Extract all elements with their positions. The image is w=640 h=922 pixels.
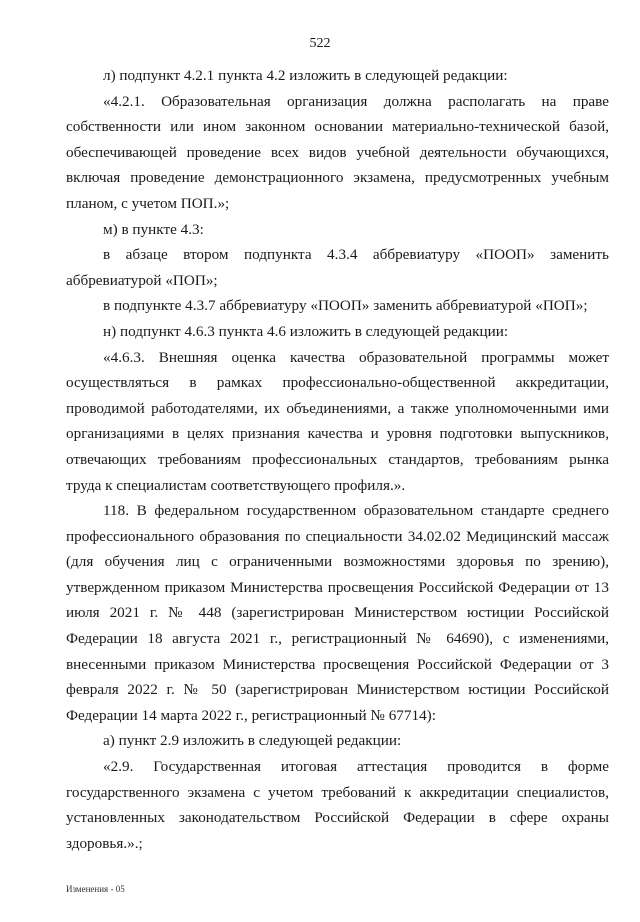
- paragraph-m: м) в пункте 4.3:: [103, 220, 204, 238]
- paragraph-4-6-3: «4.6.3. Внешняя оценка качества образовательной программы может осуществляться в рамках профессионально-общественной аккредитации, проводимой работодателями, их объединениями, а также уполномоченными ими организациями в целях признания качества и уровня подготовки выпускников, отвечающих требованиям профессиональных стандартов, требованиям рынка труда к специалистам соответствующего профиля.».: [66, 348, 609, 494]
- paragraph-4-3-4: в абзаце втором подпункта 4.3.4 аббревиатуру «ПООП» заменить аббревиатурой «ПОП»;: [66, 246, 609, 289]
- paragraph-a: а) пункт 2.9 изложить в следующей редакции:: [103, 732, 402, 750]
- paragraph-4-2-1: «4.2.1. Образовательная организация должна располагать на праве собственности или ином законном основании материально-технической базой, обеспечивающей проведение всех видов учебной деятельности обучающихся, включая проведение демонстрационного экзамена, предусмотренных учебным планом, с учетом ПОП.»;: [66, 92, 609, 212]
- document-body: [66, 63, 609, 856]
- paragraph-2-9: «2.9. Государственная итоговая аттестация проводится в форме государственного экзамена с учетом требований к аккредитации специалистов, установленных законодательством Российской Федерации в сфере охраны здоровья.».;: [66, 758, 609, 852]
- paragraph-l: л) подпункт 4.2.1 пункта 4.2 изложить в следующей редакции:: [103, 67, 508, 84]
- page-number: 522: [309, 36, 331, 51]
- footer-note: Изменения - 05: [66, 884, 125, 894]
- paragraph-4-3-7: в подпункте 4.3.7 аббревиатуру «ПООП» заменить аббревиатурой «ПОП»;: [103, 297, 588, 315]
- paragraph-118: 118. В федеральном государственном образовательном стандарте среднего профессионального образования по специальности 34.02.02 Медицинский массаж (для обучения лиц с ограниченными возможностями здоровья по зрению), утвержденном приказом Министерства просвещения Российской Федерации от 13 июля 2021 г. № 448 (зарегистрирован Министерством юстиции Российской Федерации 18 августа 2021 г., регистрационный № 64690), с изменениями, внесенными приказом Министерства просвещения Российской Федерации от 3 февраля 2022 г. № 50 (зарегистрирован Министерством юстиции Российской Федерации 14 марта 2022 г., регистрационный № 67714):: [66, 502, 609, 724]
- paragraph-n: н) подпункт 4.6.3 пункта 4.6 изложить в следующей редакции:: [103, 322, 509, 340]
